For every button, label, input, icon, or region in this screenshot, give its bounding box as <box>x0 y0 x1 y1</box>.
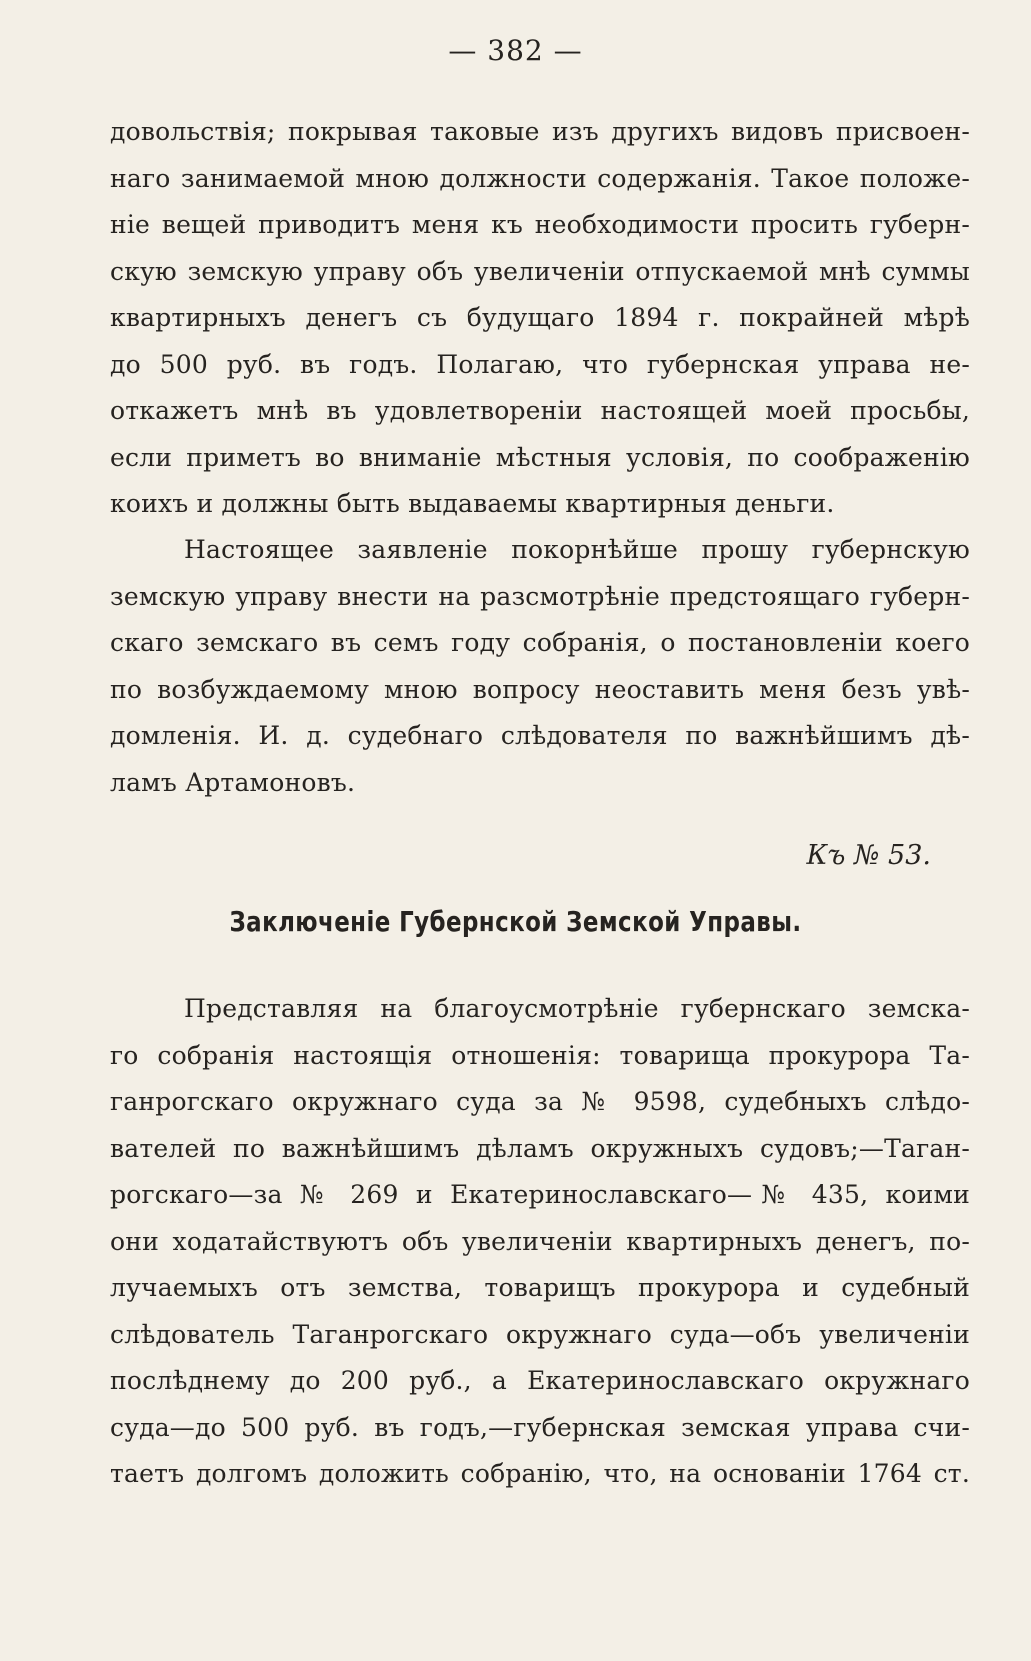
text-line: земскую управу внести на разсмотрѣніе предстоящаго губерн- <box>110 581 970 611</box>
text-line: довольствія; покрывая таковые изъ другихъ видовъ присвоен- <box>110 117 970 146</box>
text-line: ганрогскаго окружнаго суда за № 9598, судебныхъ слѣдо- <box>110 1087 970 1116</box>
text-line: домленія. И. д. судебнаго слѣдователя по важнѣйшимъ дѣ- <box>110 721 970 750</box>
text-line: слѣдователь Таганрогскаго окружнаго суда—объ увеличеніи <box>110 1319 970 1349</box>
text-line: откажетъ мнѣ въ удовлетвореніи настоящей моей просьбы, <box>110 396 970 425</box>
text-line: ламъ Артамоновъ. <box>110 767 356 797</box>
text-line: вателей по важнѣйшимъ дѣламъ окружныхъ судовъ;—Таган- <box>110 1133 970 1163</box>
text-line: скую земскую управу объ увеличеніи отпускаемой мнѣ суммы <box>110 256 970 286</box>
paragraph-2 <box>110 527 970 806</box>
text-line: наго занимаемой мною должности содержанія. Такое положе- <box>110 163 970 193</box>
text-line: скаго земскаго въ семъ году собранія, о постановленіи коего <box>110 628 970 657</box>
text-line: Настоящее заявленіе покорнѣйше прошу губернскую <box>184 535 970 564</box>
text-line: по возбуждаемому мною вопросу неоставить меня безъ увѣ- <box>110 674 970 704</box>
paragraph-1 <box>110 109 970 528</box>
text-line: если приметъ во вниманіе мѣстныя условія, по соображенію <box>110 442 970 472</box>
text-line: послѣднему до 200 руб., а Екатеринославскаго окружнаго <box>110 1366 970 1395</box>
text-line: рогскаго—за № 269 и Екатеринославскаго—№ 435, коими <box>110 1180 970 1209</box>
text-line: го собранія настоящія отношенія: товарища прокурора Та- <box>110 1040 970 1070</box>
text-line: суда—до 500 руб. въ годъ,—губернская земская управа счи- <box>110 1412 970 1442</box>
section-heading: Заключеніе Губернской Земской Управы. <box>229 905 802 938</box>
text-line: коихъ и должны быть выдаваемы квартирныя деньги. <box>110 489 835 518</box>
text-line: таетъ долгомъ доложить собранію, что, на основаніи 1764 ст. <box>110 1459 970 1488</box>
text-line: они ходатайствуютъ объ увеличеніи квартирныхъ денегъ, по- <box>110 1226 970 1256</box>
text-line: до 500 руб. въ годъ. Полагаю, что губернская управа не- <box>110 349 970 379</box>
text-line: квартирныхъ денегъ съ будущаго 1894 г. покрайней мѣрѣ <box>110 303 970 332</box>
text-line: ніе вещей приводитъ меня къ необходимости просить губерн- <box>110 210 970 239</box>
reference-number: Къ № 53. <box>806 840 931 871</box>
text-line: лучаемыхъ отъ земства, товарищъ прокурора и судебный <box>110 1273 970 1302</box>
paragraph-3 <box>110 986 970 1498</box>
text-line: Представляя на благоусмотрѣніе губернскаго земска- <box>184 994 970 1023</box>
page-number: — 382 — <box>448 34 583 67</box>
